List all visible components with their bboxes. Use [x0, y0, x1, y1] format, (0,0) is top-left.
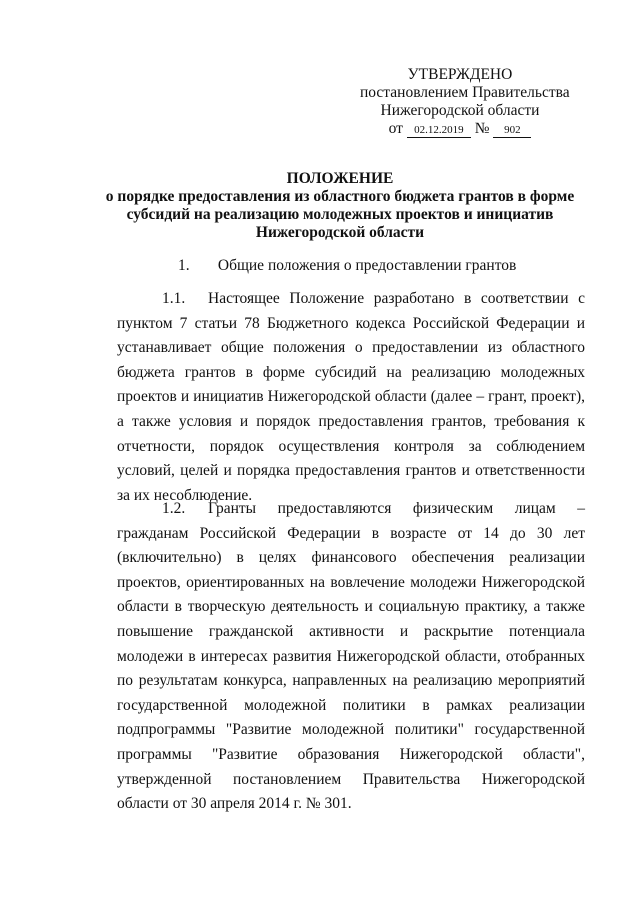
paragraph — [117, 497, 585, 817]
paragraph — [117, 287, 585, 508]
document-title — [84, 170, 596, 242]
title-line-2: субсидий на реализацию молодежных проектов и инициатив — [126, 206, 554, 223]
paragraph-number: 1.1. — [162, 290, 186, 307]
title-line-3: Нижегородской области — [255, 224, 425, 241]
title-line-1: о порядке предоставления из областного бюджета грантов в форме — [105, 188, 575, 205]
approval-number: 902 — [493, 123, 531, 138]
paragraph-text: Гранты предоставляются физическим лицам – гражданам Российской Федерации в возрасте от 14 до 30 лет (включительно) в целях финансового обеспечения реализации проектов, ориентированных на вовлечение молодежи Нижегородской области в творческую деятельность и социальную практику, а также повышение гражданской активности и раскрытие потенциала молодежи в интересах развития Нижегородской области, отобранных по результатам конкурса, направленных на реализацию мероприятий государственной молодежной политики в рамках реализации подпрограммы "Развитие молодежной политики" государственной программы "Развитие образования Нижегородской области", утвержденной постановлением Правительства Нижегородской области от 30 апреля 2014 г. № 301. — [117, 500, 585, 813]
section-number: 1. — [178, 257, 190, 274]
paragraph-2-block — [117, 497, 585, 817]
paragraph-1-block — [117, 287, 585, 508]
section-heading — [178, 257, 516, 275]
approval-title: УТВЕРЖДЕНО — [407, 66, 513, 83]
title-heading: ПОЛОЖЕНИЕ — [286, 170, 394, 187]
approval-date: 02.12.2019 — [407, 123, 471, 138]
approval-stamp — [360, 66, 570, 138]
section-title: Общие положения о предоставлении грантов — [217, 257, 517, 274]
approval-authority-line2: Нижегородской области — [380, 102, 540, 119]
approval-number-sign: № — [474, 120, 490, 137]
paragraph-number: 1.2. — [162, 500, 186, 517]
approval-from-label: от — [388, 120, 403, 137]
approval-authority-line1: постановлением Правительства — [360, 84, 570, 101]
approval-date-row — [360, 120, 560, 138]
paragraph-text: Настоящее Положение разработано в соответствии с пунктом 7 статьи 78 Бюджетного кодекса Российской Федерации и устанавливает общие положения о предоставлении из областного бюджета грантов в форме субсидий на реализацию молодежных проектов и инициатив Нижегородской области (далее – грант, проект), а также условия и порядок предоставления грантов, требования к отчетности, порядок осуществления контроля за соблюдением условий, целей и порядка предоставления грантов и ответственности за их несоблюдение. — [117, 290, 585, 504]
